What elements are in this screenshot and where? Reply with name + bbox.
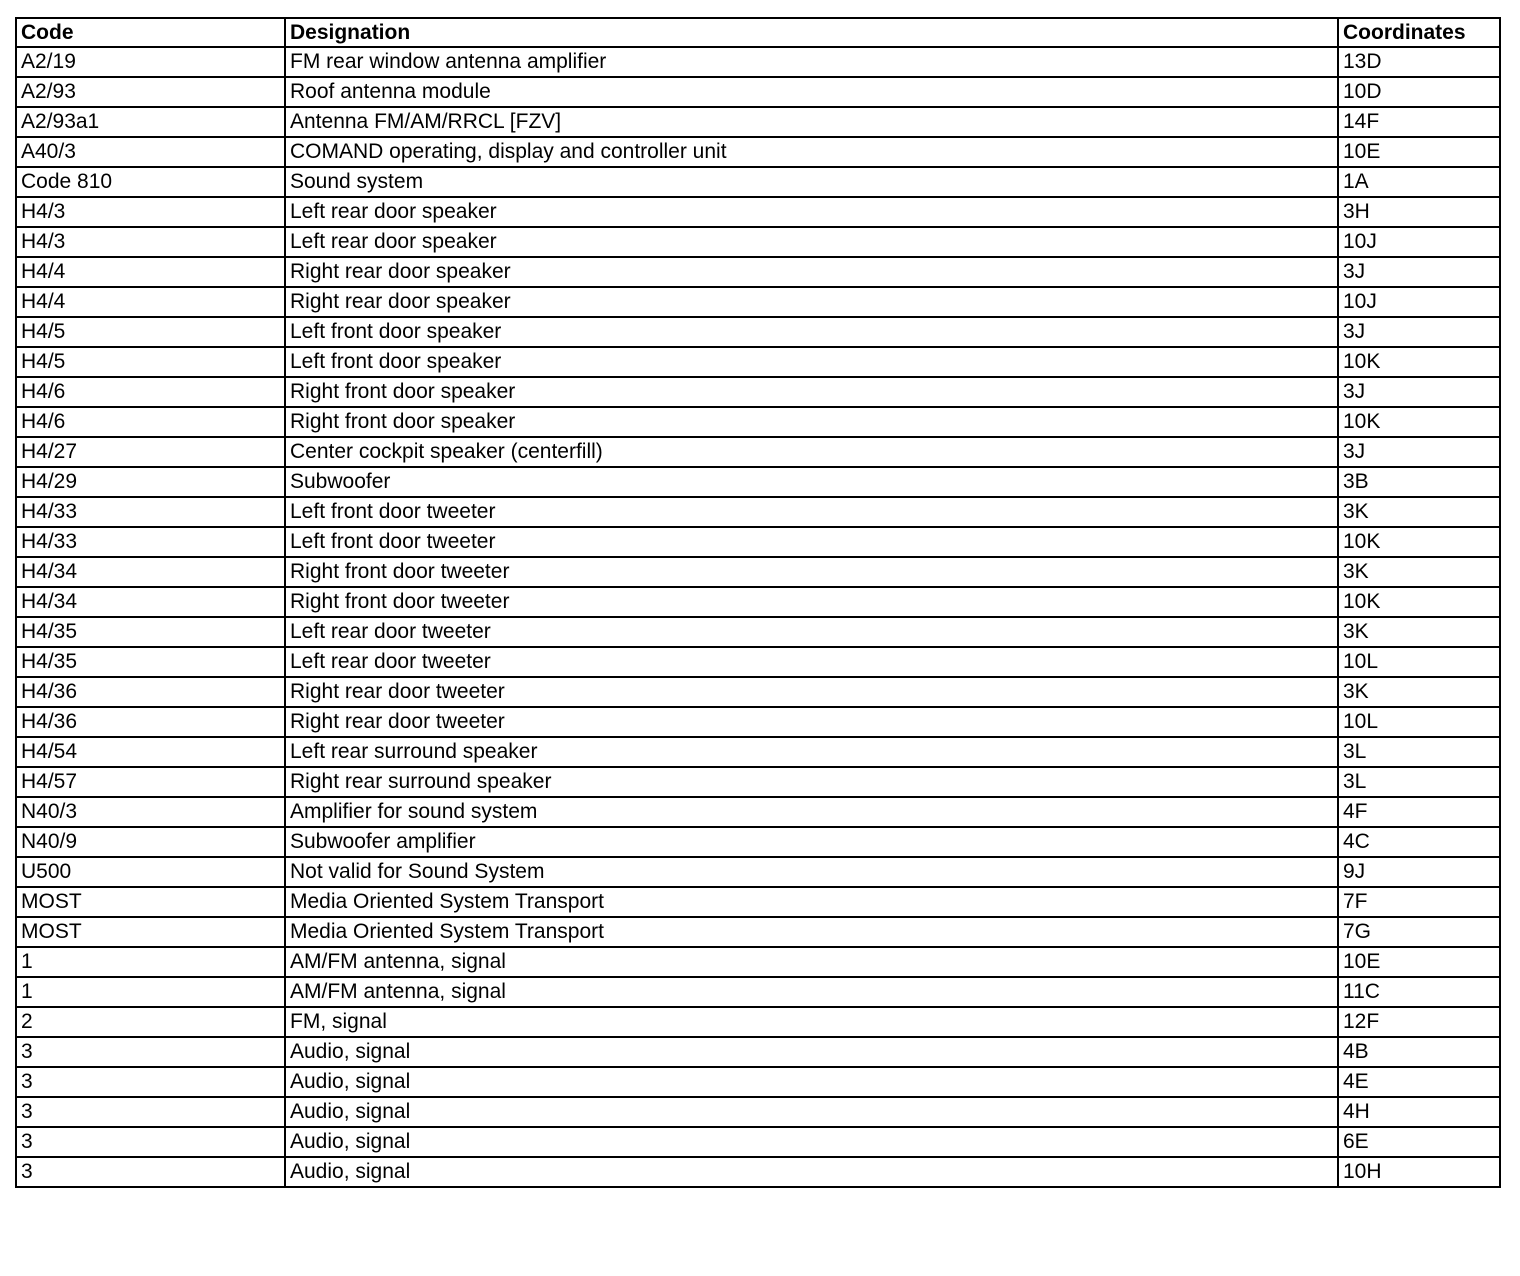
table-row	[16, 497, 1500, 527]
cell-coordinates: 10H	[1338, 1157, 1500, 1187]
cell-code: H4/5	[16, 347, 285, 377]
cell-designation: COMAND operating, display and controller unit	[285, 137, 1338, 167]
table-row	[16, 797, 1500, 827]
cell-code: H4/29	[16, 467, 285, 497]
cell-coordinates: 10K	[1338, 407, 1500, 437]
cell-coordinates: 3K	[1338, 497, 1500, 527]
cell-coordinates: 10L	[1338, 707, 1500, 737]
table-row	[16, 437, 1500, 467]
cell-coordinates: 7F	[1338, 887, 1500, 917]
table-row	[16, 617, 1500, 647]
cell-code: A2/93	[16, 77, 285, 107]
cell-designation: Media Oriented System Transport	[285, 887, 1338, 917]
cell-code: 1	[16, 947, 285, 977]
cell-designation: Left rear surround speaker	[285, 737, 1338, 767]
cell-designation: Media Oriented System Transport	[285, 917, 1338, 947]
cell-code: 1	[16, 977, 285, 1007]
cell-code: H4/6	[16, 377, 285, 407]
table-body	[16, 47, 1500, 1187]
table-row	[16, 407, 1500, 437]
column-header-designation: Designation	[285, 18, 1338, 47]
cell-coordinates: 10J	[1338, 287, 1500, 317]
cell-code: H4/3	[16, 227, 285, 257]
cell-designation: Audio, signal	[285, 1067, 1338, 1097]
table-row	[16, 137, 1500, 167]
cell-code: H4/36	[16, 677, 285, 707]
cell-designation: Right rear door tweeter	[285, 677, 1338, 707]
cell-code: 3	[16, 1067, 285, 1097]
cell-designation: Not valid for Sound System	[285, 857, 1338, 887]
cell-designation: Right rear surround speaker	[285, 767, 1338, 797]
cell-designation: Subwoofer	[285, 467, 1338, 497]
cell-coordinates: 3J	[1338, 257, 1500, 287]
table-row	[16, 707, 1500, 737]
header-row	[16, 18, 1500, 47]
table-row	[16, 377, 1500, 407]
cell-coordinates: 4F	[1338, 797, 1500, 827]
cell-coordinates: 4B	[1338, 1037, 1500, 1067]
cell-designation: Antenna FM/AM/RRCL [FZV]	[285, 107, 1338, 137]
cell-coordinates: 10E	[1338, 137, 1500, 167]
cell-coordinates: 3J	[1338, 437, 1500, 467]
cell-coordinates: 4C	[1338, 827, 1500, 857]
cell-designation: Left rear door speaker	[285, 197, 1338, 227]
cell-code: H4/33	[16, 527, 285, 557]
cell-designation: Right rear door speaker	[285, 257, 1338, 287]
cell-designation: Audio, signal	[285, 1127, 1338, 1157]
cell-designation: Left rear door tweeter	[285, 617, 1338, 647]
cell-code: Code 810	[16, 167, 285, 197]
table-row	[16, 557, 1500, 587]
cell-coordinates: 10D	[1338, 77, 1500, 107]
cell-designation: Audio, signal	[285, 1157, 1338, 1187]
cell-code: 3	[16, 1127, 285, 1157]
cell-code: 2	[16, 1007, 285, 1037]
cell-coordinates: 13D	[1338, 47, 1500, 77]
cell-coordinates: 6E	[1338, 1127, 1500, 1157]
table-row	[16, 47, 1500, 77]
cell-designation: Center cockpit speaker (centerfill)	[285, 437, 1338, 467]
cell-code: H4/3	[16, 197, 285, 227]
cell-code: H4/4	[16, 287, 285, 317]
cell-designation: Left front door speaker	[285, 347, 1338, 377]
table-row	[16, 257, 1500, 287]
table-row	[16, 167, 1500, 197]
table-row	[16, 227, 1500, 257]
table-row	[16, 1007, 1500, 1037]
cell-code: H4/34	[16, 557, 285, 587]
cell-designation: Right front door speaker	[285, 407, 1338, 437]
cell-coordinates: 3B	[1338, 467, 1500, 497]
cell-code: H4/5	[16, 317, 285, 347]
cell-coordinates: 3J	[1338, 317, 1500, 347]
cell-designation: Right rear door speaker	[285, 287, 1338, 317]
cell-designation: Left rear door tweeter	[285, 647, 1338, 677]
cell-designation: Subwoofer amplifier	[285, 827, 1338, 857]
table-row	[16, 1037, 1500, 1067]
cell-code: MOST	[16, 887, 285, 917]
table-row	[16, 857, 1500, 887]
table-row	[16, 317, 1500, 347]
cell-coordinates: 4H	[1338, 1097, 1500, 1127]
cell-coordinates: 10J	[1338, 227, 1500, 257]
cell-coordinates: 10E	[1338, 947, 1500, 977]
table-row	[16, 527, 1500, 557]
table-row	[16, 737, 1500, 767]
cell-code: A2/19	[16, 47, 285, 77]
table-row	[16, 947, 1500, 977]
cell-coordinates: 11C	[1338, 977, 1500, 1007]
cell-coordinates: 12F	[1338, 1007, 1500, 1037]
table-row	[16, 107, 1500, 137]
cell-coordinates: 9J	[1338, 857, 1500, 887]
cell-code: H4/57	[16, 767, 285, 797]
table-row	[16, 767, 1500, 797]
cell-designation: Audio, signal	[285, 1037, 1338, 1067]
cell-designation: AM/FM antenna, signal	[285, 947, 1338, 977]
cell-designation: AM/FM antenna, signal	[285, 977, 1338, 1007]
table-row	[16, 917, 1500, 947]
table-row	[16, 1127, 1500, 1157]
cell-code: H4/27	[16, 437, 285, 467]
cell-code: H4/35	[16, 617, 285, 647]
cell-code: N40/9	[16, 827, 285, 857]
cell-designation: Left rear door speaker	[285, 227, 1338, 257]
table-row	[16, 887, 1500, 917]
cell-code: H4/54	[16, 737, 285, 767]
cell-code: H4/4	[16, 257, 285, 287]
table-row	[16, 197, 1500, 227]
table-row	[16, 1157, 1500, 1187]
column-header-coordinates: Coordinates	[1338, 18, 1500, 47]
table-header	[16, 18, 1500, 47]
cell-code: H4/36	[16, 707, 285, 737]
table-row	[16, 347, 1500, 377]
cell-designation: Left front door speaker	[285, 317, 1338, 347]
cell-designation: Right front door tweeter	[285, 557, 1338, 587]
cell-designation: FM, signal	[285, 1007, 1338, 1037]
cell-coordinates: 3L	[1338, 737, 1500, 767]
cell-code: A2/93a1	[16, 107, 285, 137]
cell-coordinates: 10L	[1338, 647, 1500, 677]
table-row	[16, 677, 1500, 707]
cell-coordinates: 3J	[1338, 377, 1500, 407]
cell-designation: Audio, signal	[285, 1097, 1338, 1127]
cell-coordinates: 3K	[1338, 617, 1500, 647]
cell-designation: Amplifier for sound system	[285, 797, 1338, 827]
cell-code: N40/3	[16, 797, 285, 827]
cell-coordinates: 14F	[1338, 107, 1500, 137]
cell-designation: Sound system	[285, 167, 1338, 197]
cell-code: 3	[16, 1037, 285, 1067]
table-row	[16, 587, 1500, 617]
cell-coordinates: 3K	[1338, 677, 1500, 707]
cell-designation: Right rear door tweeter	[285, 707, 1338, 737]
cell-code: H4/35	[16, 647, 285, 677]
cell-code: H4/33	[16, 497, 285, 527]
cell-coordinates: 3K	[1338, 557, 1500, 587]
column-header-code: Code	[16, 18, 285, 47]
table-row	[16, 467, 1500, 497]
table-row	[16, 647, 1500, 677]
cell-code: 3	[16, 1157, 285, 1187]
cell-code: MOST	[16, 917, 285, 947]
table-row	[16, 1097, 1500, 1127]
cell-designation: Right front door speaker	[285, 377, 1338, 407]
cell-code: H4/34	[16, 587, 285, 617]
table-row	[16, 977, 1500, 1007]
table-row	[16, 827, 1500, 857]
cell-code: U500	[16, 857, 285, 887]
cell-designation: Left front door tweeter	[285, 497, 1338, 527]
component-legend-table	[15, 17, 1501, 1188]
cell-coordinates: 10K	[1338, 527, 1500, 557]
cell-designation: Right front door tweeter	[285, 587, 1338, 617]
cell-coordinates: 3H	[1338, 197, 1500, 227]
cell-coordinates: 7G	[1338, 917, 1500, 947]
cell-code: 3	[16, 1097, 285, 1127]
cell-designation: Left front door tweeter	[285, 527, 1338, 557]
table-row	[16, 77, 1500, 107]
cell-designation: FM rear window antenna amplifier	[285, 47, 1338, 77]
cell-code: A40/3	[16, 137, 285, 167]
cell-coordinates: 1A	[1338, 167, 1500, 197]
table-row	[16, 1067, 1500, 1097]
table-row	[16, 287, 1500, 317]
cell-coordinates: 4E	[1338, 1067, 1500, 1097]
cell-code: H4/6	[16, 407, 285, 437]
cell-coordinates: 3L	[1338, 767, 1500, 797]
cell-coordinates: 10K	[1338, 347, 1500, 377]
cell-coordinates: 10K	[1338, 587, 1500, 617]
cell-designation: Roof antenna module	[285, 77, 1338, 107]
